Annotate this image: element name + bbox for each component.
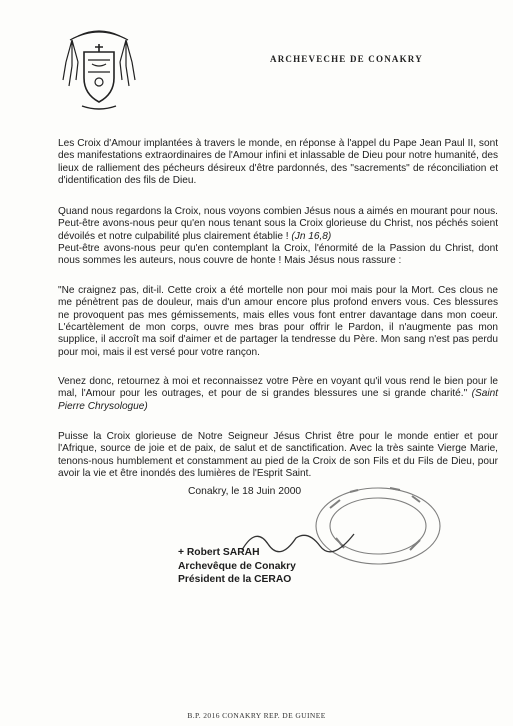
header-title: ARCHEVECHE DE CONAKRY: [270, 54, 423, 64]
paragraph-4: [58, 376, 498, 413]
signature-block: [178, 546, 296, 587]
paragraph-1: Les Croix d'Amour implantées à travers le monde, en réponse à l'appel du Pape Jean Paul II, sont des manifestations extraordinaires de l'Amour infini et inlassable de Dieu pour notre humanité, des lieux de ralliement des pécheurs désireux d'être pardonnés, des "sacrements" de réconciliation et d'identification des fils de Dieu.: [58, 138, 498, 186]
paragraph-2: [58, 206, 498, 267]
scripture-reference: (Jn 16,8): [291, 230, 332, 242]
signatory-title-2: Président de la CERAO: [178, 574, 292, 585]
paragraph-5: Puisse la Croix glorieuse de Notre Seigneur Jésus Christ être pour le monde entier et pour l'Afrique, source de joie et de paix, de salut et de sanctification. Avec la très sainte Vierge Marie, tenons-nous humblement et constamment au pied de la Croix de son Fils et du Fils de Dieu, pour avoir la vie et être inondés des lumières de l'Esprit Saint.: [58, 431, 498, 479]
paragraph-4-main: Venez donc, retournez à moi et reconnaissez votre Père en voyant qu'il vous rend le bien pour le mal, l'Amour pour les outrages, et pour de si grandes blessures une si grande charité.": [58, 376, 498, 400]
footer-address: B.P. 2016 CONAKRY REP. DE GUINEE: [187, 711, 326, 720]
signatory-name: + Robert SARAH: [178, 547, 260, 558]
closing-date: Conakry, le 18 Juin 2000: [188, 486, 302, 497]
paragraph-3: "Ne craignez pas, dit-il. Cette croix a été mortelle non pour moi mais pour la Mort. Ces clous ne me pénètrent pas de douleur, mais d'un amour encore plus profond envers vous. Ces blessures ne provoquent pas mes gémissements, mais elles vous font entrer davantage dans mon coeur. L'écartèlement de mon corps, ouvre mes bras pour offrir le Pardon, il n'augmente pas mon supplice, il accroît ma soif d'aimer et de partager la tendresse du Père. Mon sang n'est pas perdu pour moi, mais il est versé pour votre rançon.: [58, 285, 498, 358]
signatory-title-1: Archevêque de Conakry: [178, 560, 296, 572]
quote-attribution: (Saint Pierre Chrysologue): [58, 388, 498, 412]
paragraph-2-tail: Peut-être avons-nous peur qu'en contemplant la Croix, l'énormité de la Passion du Christ, dont nous sommes les auteurs, nous couvre de honte ! Mais Jésus nous rassure :: [58, 242, 498, 267]
coat-of-arms-icon: [58, 22, 140, 114]
paragraph-2-main: Quand nous regardons la Croix, nous voyons combien Jésus nous a aimés en mourant pour nous. Peut-être avons-nous peur qu'en nous tenant sous la Croix glorieuse du Christ, nos péchés soient dévoilés et notre culpabilité plus clairement établie !: [58, 206, 498, 242]
